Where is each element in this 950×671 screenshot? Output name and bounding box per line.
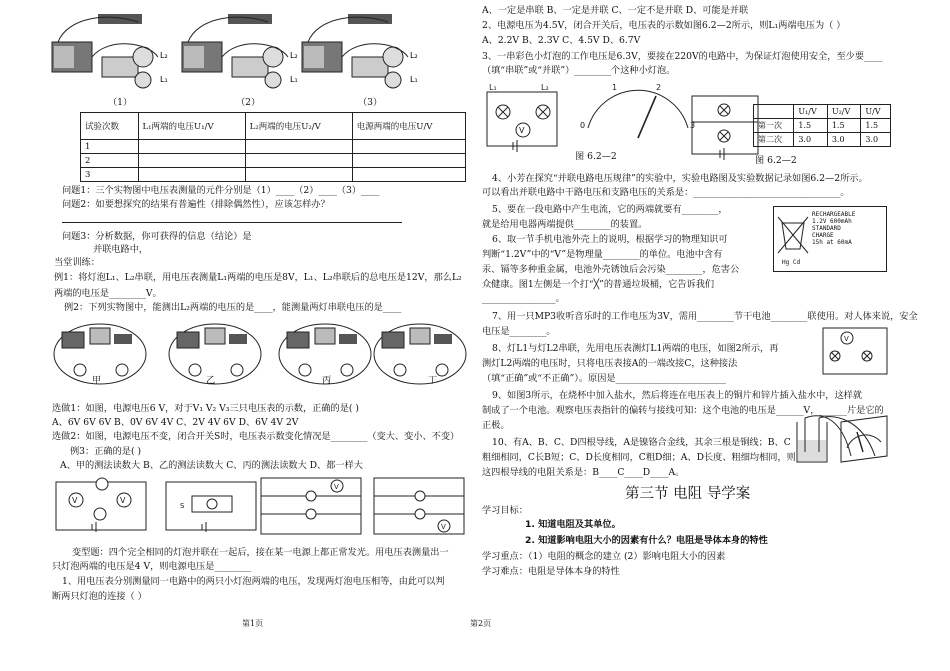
table-header: 试验次数 xyxy=(81,113,139,140)
schematic-4 xyxy=(374,478,464,534)
table-row xyxy=(754,119,891,133)
difficulty: 学习难点：电阻是导体本身的特性 xyxy=(482,566,620,577)
table-row xyxy=(81,140,466,154)
battery-text-5: 15h at 60mA xyxy=(812,239,852,246)
page-number: 第2页 xyxy=(470,619,492,628)
parallel-voltage-table xyxy=(753,104,891,147)
example-1-line-1: 例1：将灯泡L₁、L₂串联，用电压表测量L₁两端的电压是8V，L₁、L₂串联后的总电压是12V，那么L₂ xyxy=(54,272,462,283)
voltage-table xyxy=(80,112,466,182)
right-q6-line-5: ________________。 xyxy=(482,293,565,304)
right-q1-options: A、一定是串联 B、一定是并联 C、一定不是并联 D、可能是并联 xyxy=(482,5,749,16)
table-row xyxy=(81,154,466,168)
right-q8-line-1: 8、灯L1与灯L2串联，先用电压表测灯L1两端的电压，如图2所示，再 xyxy=(492,343,779,354)
svg-text:L₁: L₁ xyxy=(160,75,168,84)
example-1-line-2: 两端的电压是________V。 xyxy=(54,288,162,299)
svg-text:S: S xyxy=(180,502,185,510)
example-3-options: A、甲的测法读数大 B、乙的测法读数大 C、丙的测法读数大 D、都一样大 xyxy=(60,460,363,471)
question-3: 问题3：分析数据，你可获得的信息（结论）是 xyxy=(62,231,252,242)
schematic-1 xyxy=(56,478,146,532)
right-q3-line-2: （填“串联”或“并联”）________个这种小灯泡。 xyxy=(482,65,676,76)
svg-text:L₂: L₂ xyxy=(160,51,168,60)
voltmeter-dial xyxy=(580,83,695,138)
meter-tick-0: 0 xyxy=(580,121,586,130)
svg-text:V: V xyxy=(72,496,78,505)
battery-text-1: RECHARGEABLE xyxy=(812,211,856,218)
table-row xyxy=(754,133,891,147)
series-circuit xyxy=(487,92,557,152)
photo-label-3: （3） xyxy=(358,97,383,108)
right-q5-line-1: 5、要在一段电路中产生电流，它的两端就要有________， xyxy=(492,204,728,215)
variant-line-1: 变型题：四个完全相同的灯泡并联在一起后，接在某一电源上都正常发光。用电压表测量出一 xyxy=(72,547,449,558)
svg-text:V: V xyxy=(334,483,339,491)
example-2: 例2：下列实物图中，能测出L₂两端的电压的是____，能测量两灯串联电压的是____ xyxy=(64,302,402,313)
schematic-2 xyxy=(166,482,256,532)
circuit-photo-ding xyxy=(374,324,466,384)
right-q8-line-3: （填“正确”或“不正确”）。原因是________________________ xyxy=(482,373,726,384)
table-cell: 1.5 xyxy=(794,119,828,133)
right-q4-line-1: 4、小芳在探究“并联电路电压规律”的实验中，实验电路图及实验数据记录如图6.2—2所示。 xyxy=(492,173,868,184)
table-cell: 2 xyxy=(81,154,139,168)
table-header: U₁/V xyxy=(794,105,828,119)
right-q4-line-2: 可以看出并联电路中干路电压和支路电压的关系是：________________________________。 xyxy=(482,187,850,198)
choice-1: 选做1：如图，电源电压6 V，对于V₁ V₂ V₃三只电压表的示数，正确的是( ) xyxy=(52,403,360,414)
right-q2-options: A、2.2V B、2.3V C、4.5V D、6.7V xyxy=(482,35,641,46)
right-q5-line-2: 就是给用电器两端提供________的装置。 xyxy=(482,219,648,230)
section-title: 第三节 电阻 导学案 xyxy=(625,486,751,502)
goal-2: 2. 知道影响电阻大小的因素有什么？电阻是导体本身的特性 xyxy=(525,535,768,546)
right-q8-line-2: 测灯L2两端的电压时，只将电压表接A的一端改接C，这种接法 xyxy=(482,358,738,369)
experiment-photos xyxy=(48,2,418,108)
figure-2-circuit xyxy=(817,320,895,382)
photo-label-yi: 乙 xyxy=(206,375,216,386)
schematic-circuits xyxy=(52,474,472,542)
right-q10-line-2: 粗细相同，C长B短；C、D长度相同，C粗D细；A、D长度、粗细均相同，则 xyxy=(482,452,796,463)
figure-caption-2: 图 6.2—2 xyxy=(755,155,797,166)
goals-label: 学习目标： xyxy=(482,505,528,516)
right-q10-line-3: 这四根导线的电阻关系是：B____C____D____A。 xyxy=(482,467,685,478)
battery-figure xyxy=(773,206,887,272)
right-q2: 2、电源电压为4.5V，闭合开关后，电压表的示数如图6.2—2所示，则L₁两端电压为（ ） xyxy=(482,20,846,31)
right-q9-line-2: 制成了一个电池。观察电压表指针的偏转与接线可知：这个电池的电压是______V，______片是它的 xyxy=(482,405,884,416)
battery-text-4: CHARGE xyxy=(812,232,834,239)
table-cell: 第二次 xyxy=(754,133,794,147)
right-q7-line-1: 7、用一只MP3收听音乐时的工作电压为3V，需用________节干电池________联使用。对人体来说，安全 xyxy=(492,311,918,322)
svg-text:V: V xyxy=(120,496,126,505)
right-q7-line-2: 电压是________。 xyxy=(482,326,556,337)
table-cell: 第一次 xyxy=(754,119,794,133)
lamp-l1-label: L₁ xyxy=(489,83,497,92)
right-q10-line-1: 10、有A、B、C、D四根导线，A是镍铬合金线，其余三根是铜线；B、C xyxy=(492,437,791,448)
right-q9-line-3: 正极。 xyxy=(482,420,510,431)
table-header: U₂/V xyxy=(827,105,861,119)
practice-heading: 当堂训练： xyxy=(54,257,100,268)
page-number: 第1页 xyxy=(242,619,264,628)
right-page xyxy=(470,0,950,671)
photo-label-2: （2） xyxy=(236,97,261,108)
meter-tick-2: 2 xyxy=(656,83,662,92)
figure-caption-1: 图 6.2—2 xyxy=(575,151,617,162)
table-header-row xyxy=(81,113,466,140)
photo-label-bing: 丙 xyxy=(322,375,332,386)
svg-text:L₂: L₂ xyxy=(410,51,418,60)
svg-text:V: V xyxy=(844,335,849,343)
table-header xyxy=(754,105,794,119)
right-q6-line-1: 6、取一节手机电池外壳上的说明，根据学习的物理知识可 xyxy=(492,234,728,245)
battery-text-6: Hg Cd xyxy=(782,259,801,266)
table-header-row xyxy=(754,105,891,119)
key-points: 学习重点：（1）电阻的概念的建立 (2）影响电阻大小的因素 xyxy=(482,551,726,562)
figure-6-2-2 xyxy=(483,82,773,162)
example-3: 例3：正确的是( ) xyxy=(70,446,142,457)
question-2: 问题2：如要想探究的结果有普遍性（排除偶然性），应该怎样办？ xyxy=(62,199,330,210)
lamp-l2-label: L₂ xyxy=(541,83,549,92)
meter-tick-1: 1 xyxy=(612,83,618,92)
goal-1: 1. 知道电阻及其单位。 xyxy=(525,519,621,530)
svg-text:L₂: L₂ xyxy=(290,51,298,60)
table-header: L₁两端的电压U₁/V xyxy=(138,113,245,140)
variant-line-2: 只灯泡两端的电压是4 V，则电源电压是________ xyxy=(52,561,252,572)
question-3-b: 并联电路中， xyxy=(93,244,149,255)
photo-1 xyxy=(52,14,168,88)
right-q9-line-1: 9、如图3所示，在烧杯中加入盐水，然后将连在电压表上的铜片和锌片插入盐水中，这样就 xyxy=(492,390,863,401)
choice-1-options: A、6V 6V 6V B、0V 6V 4V C、2V 4V 6V D、6V 4V 2V xyxy=(52,417,299,428)
battery-text-3: STANDARD xyxy=(812,225,841,232)
table-header: 电源两端的电压U/V xyxy=(352,113,465,140)
table-cell: 3 xyxy=(81,168,139,182)
photo-label-ding: 丁 xyxy=(428,375,438,386)
circuit-photos xyxy=(50,314,470,394)
svg-text:V: V xyxy=(441,523,446,531)
table-cell: 3.0 xyxy=(861,133,891,147)
table-cell: 1.5 xyxy=(861,119,891,133)
svg-text:L₁: L₁ xyxy=(290,75,298,84)
table-cell: 3.0 xyxy=(794,133,828,147)
parallel-circuit xyxy=(692,96,758,160)
photo-label-1: （1） xyxy=(108,97,133,108)
schematic-3 xyxy=(261,478,361,534)
choice-2: 选做2：如图，电源电压不变，闭合开关S时，电压表示数变化情况是________（变大、变小、不变） xyxy=(52,431,460,442)
table-header: L₂两端的电压U₂/V xyxy=(245,113,352,140)
question-r1-line-1: 1、用电压表分别测量同一电路中的两只小灯泡两端的电压，发现两灯泡电压相等，由此可以判 xyxy=(62,576,445,587)
right-q6-line-3: 汞、镉等多种重金属，电池外壳锈蚀后会污染________，危害公 xyxy=(482,264,740,275)
question-r1-line-2: 断两只灯泡的连接（ ） xyxy=(52,591,147,602)
table-cell: 3.0 xyxy=(827,133,861,147)
figure-3-beaker-battery xyxy=(791,412,891,470)
table-cell: 1.5 xyxy=(827,119,861,133)
right-q3-line-1: 3、一串彩色小灯泡的工作电压是6.3V，要接在220V的电路中，为保证灯泡使用安全，至少要____ xyxy=(482,51,883,62)
photo-label-jia: 甲 xyxy=(92,375,102,386)
table-row xyxy=(81,168,466,182)
crossed-bin-icon xyxy=(776,215,810,255)
svg-text:L₁: L₁ xyxy=(410,75,418,84)
photo-2 xyxy=(182,14,298,88)
answer-line xyxy=(62,222,402,223)
table-header: U/V xyxy=(861,105,891,119)
right-q6-line-4: 众健康。图1左侧是一个打“╳”的普通垃圾桶，它告诉我们 xyxy=(482,279,715,290)
svg-text:V: V xyxy=(519,126,525,135)
table-cell: 1 xyxy=(81,140,139,154)
question-1: 问题1：三个实物图中电压表测量的元件分别是（1）____（2）____（3）____ xyxy=(62,185,380,196)
meter-tick-3: 3 xyxy=(690,121,696,130)
right-q6-line-2: 判断“1.2V”中的“V”是物理量________的单位。电池中含有 xyxy=(482,249,723,260)
battery-text-2: 1.2V 600mAh xyxy=(812,218,852,225)
photo-3 xyxy=(302,14,418,88)
